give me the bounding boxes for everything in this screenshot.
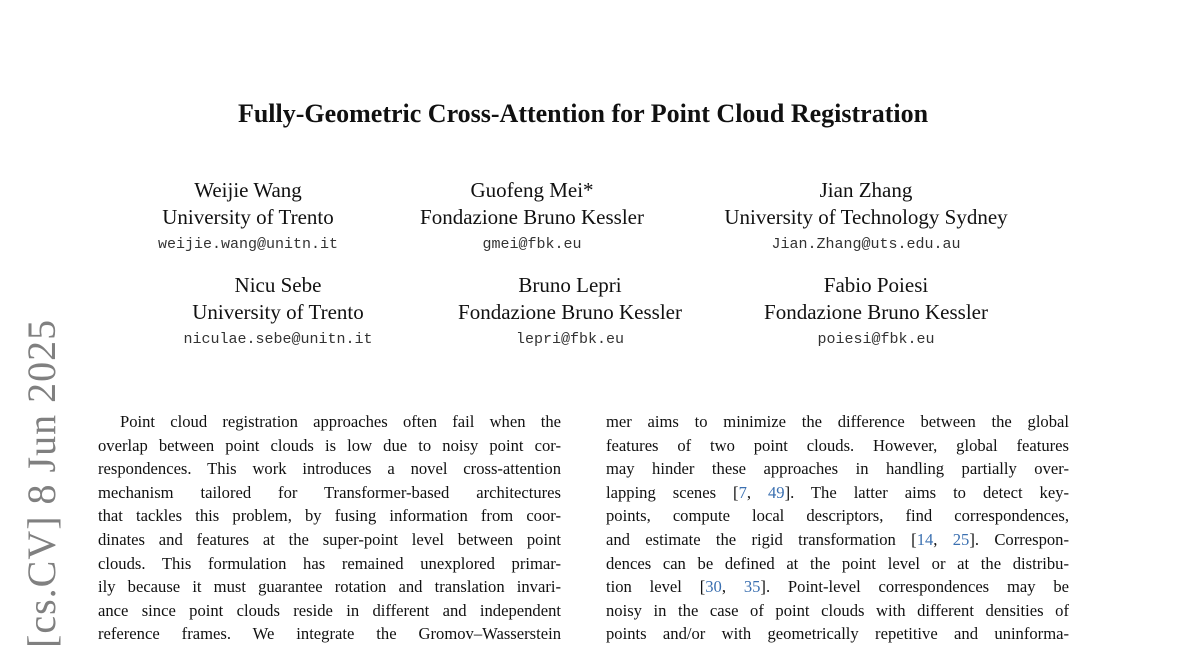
text-line: features of two point clouds. However, global features (606, 435, 1069, 455)
author-email[interactable]: poiesi@fbk.eu (817, 331, 935, 348)
text-line: mer aims to minimize the difference between the global (606, 412, 1069, 431)
author-2 (362, 177, 702, 255)
author-email[interactable]: lepri@fbk.eu (515, 331, 625, 348)
citation-link[interactable]: 30 (705, 577, 722, 597)
author-email[interactable]: gmei@fbk.eu (482, 236, 582, 253)
text-fragment: ]. The latter aims to detect key- (784, 482, 1070, 502)
text-line: ance since point clouds reside in different and independent (98, 600, 561, 620)
text-line (606, 481, 1069, 505)
author-affiliation: University of Technology Sydney (724, 205, 1008, 229)
intro-column-right (606, 410, 1069, 646)
author-name: Bruno Lepri (518, 273, 622, 297)
author-name: Jian Zhang (819, 178, 913, 202)
text-fragment: , (746, 482, 768, 502)
author-3 (696, 177, 1036, 255)
text-line (606, 528, 1069, 552)
text-line: respondences. This work introduces a novel cross-attention (98, 459, 561, 479)
citation-link[interactable]: 49 (767, 482, 785, 502)
citation-link[interactable]: 25 (952, 529, 970, 549)
text-line: ily because it must guarantee rotation and translation invari- (98, 577, 561, 597)
text-fragment: and estimate the rigid transformation [ (606, 529, 917, 549)
author-5 (400, 272, 740, 350)
author-affiliation: Fondazione Bruno Kessler (458, 300, 682, 324)
text-fragment: ]. Point-level correspondences may be (760, 577, 1070, 597)
text-line: may hinder these approaches in handling partially over- (606, 459, 1069, 479)
text-line: clouds. This formulation has remained unexplored primar- (98, 553, 561, 573)
text-line: points, compute local descriptors, find correspondences, (606, 506, 1069, 526)
author-affiliation: University of Trento (192, 300, 364, 324)
text-line: overlap between point clouds is low due to noisy point cor- (98, 435, 561, 455)
author-name: Fabio Poiesi (823, 273, 929, 297)
text-line (606, 575, 1069, 599)
author-name: Weijie Wang (194, 178, 302, 202)
author-affiliation: Fondazione Bruno Kessler (764, 300, 988, 324)
author-email[interactable]: Jian.Zhang@uts.edu.au (771, 236, 961, 253)
text-fragment: , (721, 577, 744, 597)
arxiv-side-stamp: [cs.CV] 8 Jun 2025 (19, 318, 64, 648)
author-affiliation: University of Trento (162, 205, 334, 229)
text-fragment: , (933, 529, 953, 549)
citation-link[interactable]: 7 (738, 482, 747, 502)
text-fragment: tion level [ (606, 577, 706, 597)
text-line: noisy in the case of point clouds with different densities of (606, 600, 1069, 620)
citation-link[interactable]: 14 (916, 529, 934, 549)
author-name: Guofeng Mei* (470, 178, 594, 202)
author-name: Nicu Sebe (234, 273, 322, 297)
citation-link[interactable]: 35 (743, 577, 761, 597)
author-email[interactable]: weijie.wang@unitn.it (157, 236, 339, 253)
abstract-column-left (98, 410, 561, 646)
text-line: points and/or with geometrically repetitive and uninforma- (606, 624, 1069, 644)
text-line: dinates and features at the super-point level between point (98, 529, 561, 549)
text-line: mechanism tailored for Transformer-based architectures (98, 482, 561, 502)
text-fragment: lapping scenes [ (606, 482, 739, 502)
text-fragment: ]. Correspon- (969, 529, 1069, 549)
text-line: that tackles this problem, by fusing information from coor- (98, 506, 561, 526)
text-line: Point cloud registration approaches often fail when the (120, 412, 561, 431)
author-affiliation: Fondazione Bruno Kessler (420, 205, 644, 229)
text-line: reference frames. We integrate the Gromov–Wasserstein (98, 624, 561, 644)
author-4 (108, 272, 448, 350)
paper-title: Fully-Geometric Cross-Attention for Point Cloud Registration (237, 99, 929, 128)
author-6 (706, 272, 1046, 350)
author-email[interactable]: niculae.sebe@unitn.it (183, 331, 373, 348)
text-line: dences can be defined at the point level or at the distribu- (606, 553, 1069, 573)
